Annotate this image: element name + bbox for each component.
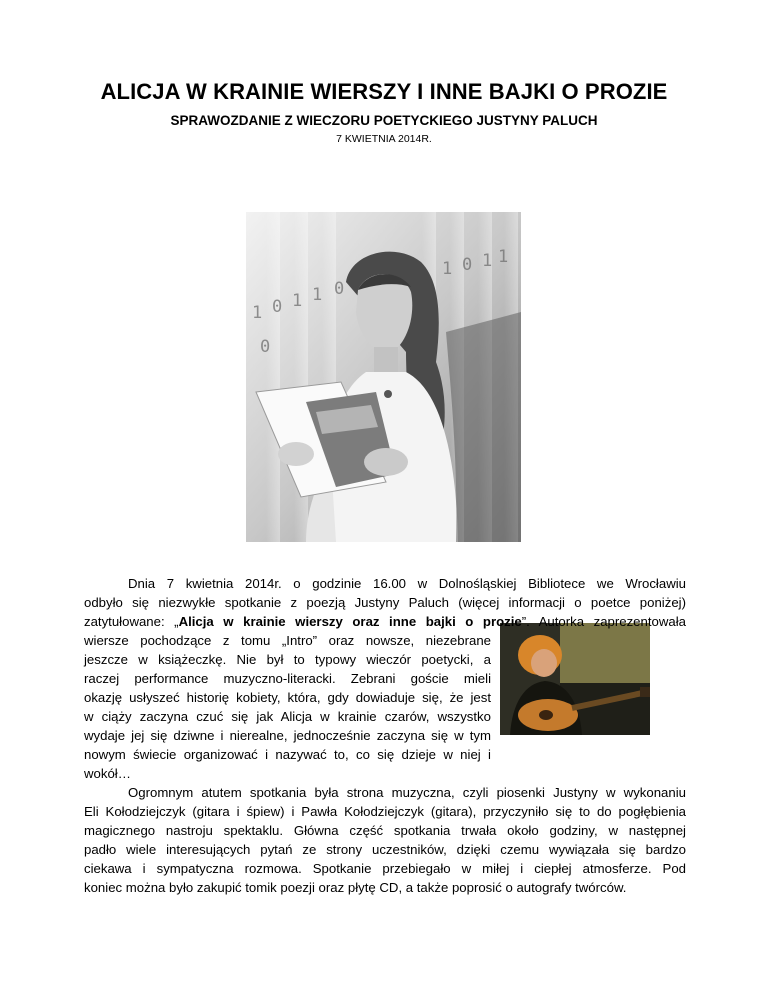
digit-5: 1 — [442, 259, 453, 279]
digit-1: 0 — [272, 297, 283, 317]
p1-line-9: wydaje jej się dziwne i nierealne, jednocześnie zaczyna się w tym — [84, 728, 491, 743]
document-title: ALICJA W KRAINIE WIERSZY I INNE BAJKI O PROZIE — [100, 79, 668, 104]
p1-line-1: Dnia 7 kwietnia 2014r. o godzinie 16.00 w Dolnośląskiej Bibliotece we Wrocławiu — [128, 576, 686, 591]
main-photo — [246, 212, 521, 542]
p1-line-3-before: zatytułowane: „ — [84, 614, 179, 629]
digit-9: 0 — [260, 337, 271, 357]
digit-7: 1 — [482, 251, 493, 271]
p1-line-3 — [84, 612, 686, 631]
digit-2: 1 — [292, 291, 303, 311]
p2-line-5: ciekawa i sympatyczna rozmowa. Spotkanie przebiegało w miłej i ciepłej atmosferze. Pod — [84, 861, 686, 876]
reading-woman-illustration — [246, 212, 521, 542]
digit-3: 1 — [312, 285, 323, 305]
document-subtitle: SPRAWOZDANIE Z WIECZORU POETYCKIEGO JUSTYNY PALUCH — [170, 113, 598, 128]
p2-line-2: Eli Kołodziejczyk (gitara i śpiew) i Pawła Kołodziejczyk (gitara), przyczyniło się to do pogłębienia — [84, 804, 686, 819]
p1-line-11: wokół… — [84, 766, 131, 781]
digit-4: 0 — [334, 279, 345, 299]
p1-line-3-title: Alicja w krainie wierszy oraz inne bajki o prozie — [178, 614, 522, 629]
p2-line-1: Ogromnym atutem spotkania była strona muzyczna, czyli piosenki Justyny w wykonaniu — [128, 785, 686, 800]
p1-line-6: raczej performance muzyczno-literacki. Zebrani goście mieli — [84, 671, 491, 686]
p1-line-7: okazję usłyszeć historię kobiety, która, gdy dowiaduje się, że jest — [84, 690, 491, 705]
guitar-photo — [500, 623, 650, 735]
digit-8: 1 — [498, 247, 509, 267]
p1-line-2: odbyło się niezwykłe spotkanie z poezją Justyny Paluch (więcej informacji o poetce poniżej) — [84, 595, 686, 610]
p1-line-3-after: ”. Autorka zaprezentowała — [521, 614, 686, 629]
p1-line-8: w ciąży zaczyna czuć się jak Alicja w krainie czarów, wszystko — [84, 709, 491, 724]
guitarist-illustration — [500, 623, 650, 735]
digit-0: 1 — [252, 303, 263, 323]
digit-6: 0 — [462, 255, 473, 275]
p1-line-4: wiersze pochodzące z tomu „Intro” oraz nowsze, niezebrane — [84, 633, 491, 648]
p1-line-10: nowym świecie organizować i nazywać to, co się dzieje w niej i — [84, 747, 491, 762]
p2-line-4: padło wiele interesujących pytań ze strony uczestników, dzięki czemu wywiązała się bardzo — [84, 842, 686, 857]
p2-line-3: magicznego nastroju spektaklu. Główna część spotkania trwała około godziny, w następnej — [84, 823, 686, 838]
p1-line-5: jeszcze w książeczkę. Nie był to typowy wieczór poetycki, a — [84, 652, 491, 667]
p2-line-6: koniec można było zakupić tomik poezji oraz płytę CD, a także poprosić o autografy twórców. — [84, 880, 627, 895]
document-date: 7 KWIETNIA 2014R. — [336, 133, 432, 145]
